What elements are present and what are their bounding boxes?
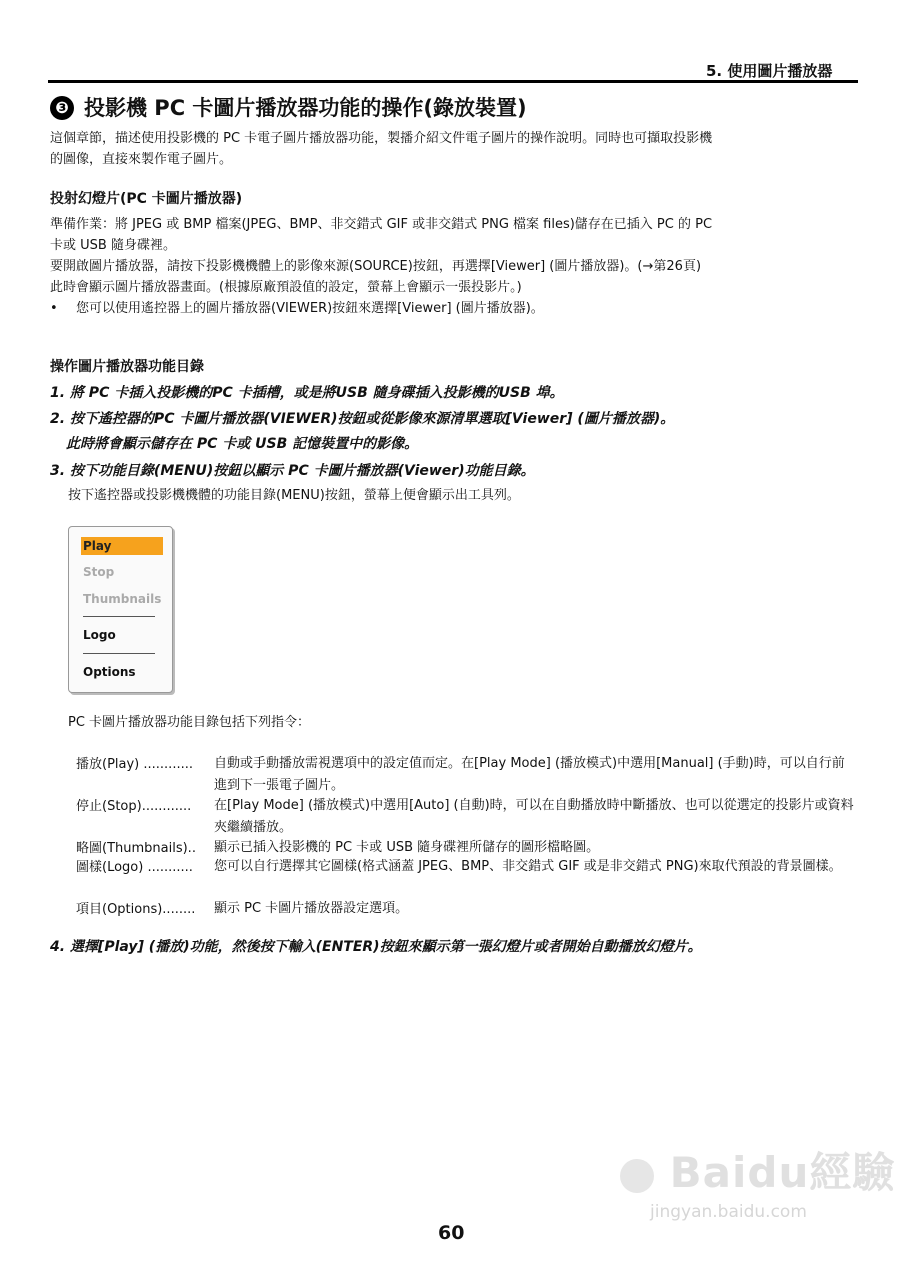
intro-line-2: 的圖像，直接來製作電子圖片。 — [50, 152, 233, 167]
cmd-desc-options: 顯示 PC 卡圖片播放器設定選項。 — [214, 901, 409, 916]
cmd-desc-logo: 您可以自行選擇其它圖樣(格式涵蓋 JPEG、BMP、非交錯式 GIF 或是非交錯式 PNG)來取代預設的背景圖樣。 — [214, 859, 842, 874]
step-4: 4. 選擇[Play] (播放)功能，然後按下輸入(ENTER)按鈕來顯示第一張幻燈片或者開始自動播放幻燈片。 — [50, 939, 702, 955]
section-title — [50, 92, 527, 122]
menu-divider — [83, 653, 155, 654]
step-2-note: 此時將會顯示儲存在 PC 卡或 USB 記憶裝置中的影像。 — [66, 436, 419, 452]
menu-item-logo[interactable]: Logo — [83, 628, 116, 642]
section-title-text: 投影機 PC 卡圖片播放器功能的操作(錄放裝置) — [84, 96, 527, 120]
project-line-4: 此時會顯示圖片播放器畫面。(根據原廠預設值的設定，螢幕上會顯示一張投影片。) — [50, 280, 522, 295]
cmd-label-logo: 圖樣(Logo) ........... — [76, 860, 193, 875]
step-1: 1. 將 PC 卡插入投影機的PC 卡插槽，或是將USB 隨身碟插入投影機的USB 埠。 — [50, 385, 564, 401]
cmd-label-options: 項目(Options)........ — [76, 902, 196, 917]
project-line-5: 您可以使用遙控器上的圖片播放器(VIEWER)按鈕來選擇[Viewer] (圖片播放器)。 — [76, 301, 544, 316]
project-bullet-line — [50, 298, 865, 319]
step-3-note: 按下遙控器或投影機機體的功能目錄(MENU)按鈕，螢幕上便會顯示出工具列。 — [68, 488, 520, 503]
project-line-2: 卡或 USB 隨身碟裡。 — [50, 238, 176, 253]
menu-item-thumbnails[interactable]: Thumbnails — [83, 592, 162, 606]
cmd-label-play: 播放(Play) ............ — [76, 757, 193, 772]
menu-item-options[interactable]: Options — [83, 665, 136, 679]
intro-paragraph — [50, 128, 860, 170]
page-number: 60 — [438, 1222, 465, 1244]
cmd-desc-play: 自動或手動播放需視選項中的設定值而定。在[Play Mode] (播放模式)中選用[Manual] (手動)時，可以自行前進到下一張電子圖片。 — [214, 756, 845, 793]
cmd-label-thumbnails: 略圖(Thumbnails).. — [76, 841, 196, 856]
commands-intro: PC 卡圖片播放器功能目錄包括下列指令： — [68, 715, 311, 730]
menu-divider — [83, 616, 155, 617]
step-3: 3. 按下功能目錄(MENU)按鈕以顯示 PC 卡圖片播放器(Viewer)功能目錄。 — [50, 463, 535, 479]
cmd-desc-thumbnails: 顯示已插入投影機的 PC 卡或 USB 隨身碟裡所儲存的圖形檔略圖。 — [214, 840, 600, 855]
cmd-desc-stop: 在[Play Mode] (播放模式)中選用[Auto] (自動)時，可以在自動播放時中斷播放、也可以從選定的投影片或資料夾繼續播放。 — [214, 798, 854, 835]
project-line-1: 準備作業：將 JPEG 或 BMP 檔案(JPEG、BMP、非交錯式 GIF 或非交錯式 PNG 檔案 files)儲存在已插入 PC 的 PC — [50, 217, 713, 232]
paw-icon — [620, 1159, 654, 1193]
project-line-3: 要開啟圖片播放器，請按下投影機機體上的影像來源(SOURCE)按鈕，再選擇[Viewer] (圖片播放器)。(→第26頁) — [50, 259, 702, 274]
header-rule — [48, 80, 858, 83]
watermark-logo — [620, 1140, 896, 1200]
watermark — [620, 1140, 896, 1222]
project-heading: 投射幻燈片(PC 卡圖片播放器) — [50, 191, 243, 207]
viewer-menu — [68, 526, 173, 693]
bullet: • — [50, 301, 58, 316]
menu-item-stop[interactable]: Stop — [83, 565, 115, 579]
watermark-url: jingyan.baidu.com — [650, 1202, 807, 1222]
section-number: ❸ — [50, 96, 74, 120]
intro-line-1: 這個章節，描述使用投影機的 PC 卡電子圖片播放器功能，製播介紹文件電子圖片的操作說明。同時也可擷取投影機 — [50, 131, 713, 146]
cmd-label-stop: 停止(Stop)............ — [76, 799, 192, 814]
chapter-header: 5. 使用圖片播放器 — [706, 62, 833, 80]
menu-item-play[interactable]: Play — [81, 537, 163, 555]
watermark-logo-text: Baidu經驗 — [669, 1148, 896, 1197]
operate-heading: 操作圖片播放器功能目錄 — [50, 359, 204, 375]
project-paragraph — [50, 214, 865, 319]
step-2: 2. 按下遙控器的PC 卡圖片播放器(VIEWER)按鈕或從影像來源清單選取[Viewer] (圖片播放器)。 — [50, 411, 675, 427]
